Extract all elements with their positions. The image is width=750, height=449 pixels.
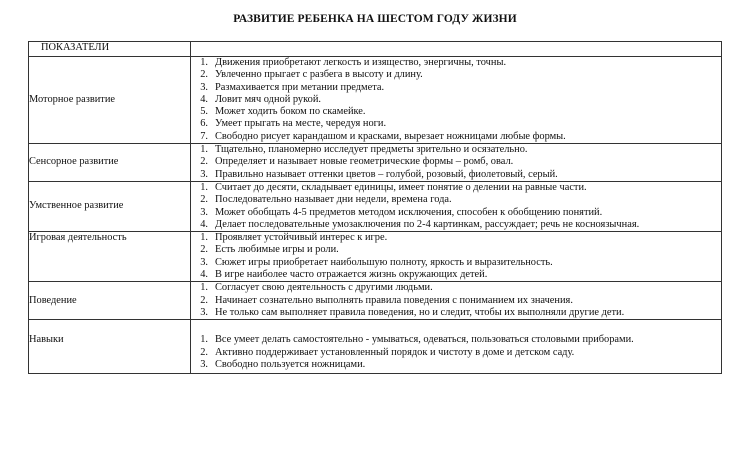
document-title: РАЗВИТИЕ РЕБЕНКА НА ШЕСТОМ ГОДУ ЖИЗНИ [233, 13, 517, 25]
list-item: 4. В игре наиболее часто отражается жизнь окружающих детей. [200, 269, 488, 281]
row-items-play [191, 232, 722, 282]
list-item: 1. Считает до десяти, складывает единицы, имеет понятие о делении на равные части. [200, 181, 587, 193]
list-item: 6. Умеет прыгать на месте, чередуя ноги. [200, 118, 387, 130]
item-list [191, 144, 721, 181]
row-label-text: Игровая деятельность [29, 232, 127, 244]
list-item: 1. Проявляет устойчивый интерес к игре. [200, 232, 388, 244]
table-row-behavior [29, 282, 722, 320]
list-item: 3. Не только сам выполняет правила поведения, но и следит, чтобы их выполняли другие дети. [200, 306, 625, 318]
table-row-motor [29, 57, 722, 144]
row-label-sensory [29, 144, 191, 182]
row-label-mental [29, 181, 191, 231]
item-list [191, 182, 721, 231]
list-item: 5. Может ходить боком по скамейке. [200, 106, 366, 118]
table-row-mental [29, 181, 722, 231]
list-item: 3. Может обобщать 4-5 предметов методом исключения, способен к обобщению понятий. [200, 206, 603, 218]
row-label-text: Умственное развитие [29, 200, 124, 212]
row-items-skills [191, 320, 722, 374]
table-header-row [29, 42, 722, 57]
item-list [191, 232, 721, 281]
row-items-mental [191, 181, 722, 231]
list-item: 2. Есть любимые игры и роли. [200, 244, 339, 256]
row-label-text: Поведение [29, 294, 77, 306]
row-label-motor [29, 57, 191, 144]
list-item: 2. Увлеченно прыгает с разбега в высоту и длину. [200, 69, 423, 81]
table-row-sensory [29, 144, 722, 182]
list-item: 3. Сюжет игры приобретает наибольшую полноту, яркость и выразительность. [200, 256, 553, 268]
header-empty-cell [191, 42, 722, 57]
item-list [191, 282, 721, 319]
header-indicators: ПОКАЗАТЕЛИ [29, 42, 191, 57]
list-item: 3. Правильно называет оттенки цветов – голубой, розовый, фиолетовый, серый. [200, 168, 558, 180]
row-label-text: Сенсорное развитие [29, 156, 119, 168]
row-label-skills [29, 320, 191, 374]
item-list [191, 57, 721, 143]
row-label-behavior [29, 282, 191, 320]
row-label-text: Моторное развитие [29, 93, 116, 105]
row-label-play [29, 232, 191, 282]
table-row-skills [29, 320, 722, 374]
list-item: 7. Свободно рисует карандашом и красками, вырезает ножницами любые формы. [200, 130, 566, 142]
list-item: 1. Тщательно, планомерно исследует предметы зрительно и осязательно. [200, 144, 528, 156]
row-label-text: Навыки [29, 334, 64, 346]
list-item: 3. Свободно пользуется ножницами. [200, 358, 366, 370]
table-row-play [29, 232, 722, 282]
row-items-sensory [191, 144, 722, 182]
list-item: 1. Согласует свою деятельность с другими людьми. [200, 282, 433, 294]
item-list [191, 334, 721, 371]
list-item: 4. Делает последовательные умозаключения по 2-4 картинкам, рассуждает; речь не косноязычная. [200, 218, 640, 230]
list-item: 2. Определяет и называет новые геометрические формы – ромб, овал. [200, 156, 514, 168]
list-item: 3. Размахивается при метании предмета. [200, 81, 385, 93]
row-items-motor [191, 57, 722, 144]
row-items-behavior [191, 282, 722, 320]
development-table [28, 41, 722, 374]
list-item: 2. Последовательно называет дни недели, времена года. [200, 194, 452, 206]
list-item: 1. Движения приобретают легкость и изящество, энергичны, точны. [200, 57, 507, 68]
list-item: 1. Все умеет делать самостоятельно - умываться, одеваться, пользоваться столовыми приборами. [200, 334, 634, 346]
list-item: 2. Начинает сознательно выполнять правила поведения с пониманием их значения. [200, 294, 573, 306]
list-item: 2. Активно поддерживает установленный порядок и чистоту в доме и детском саду. [200, 346, 575, 358]
list-item: 4. Ловит мяч одной рукой. [200, 93, 321, 105]
